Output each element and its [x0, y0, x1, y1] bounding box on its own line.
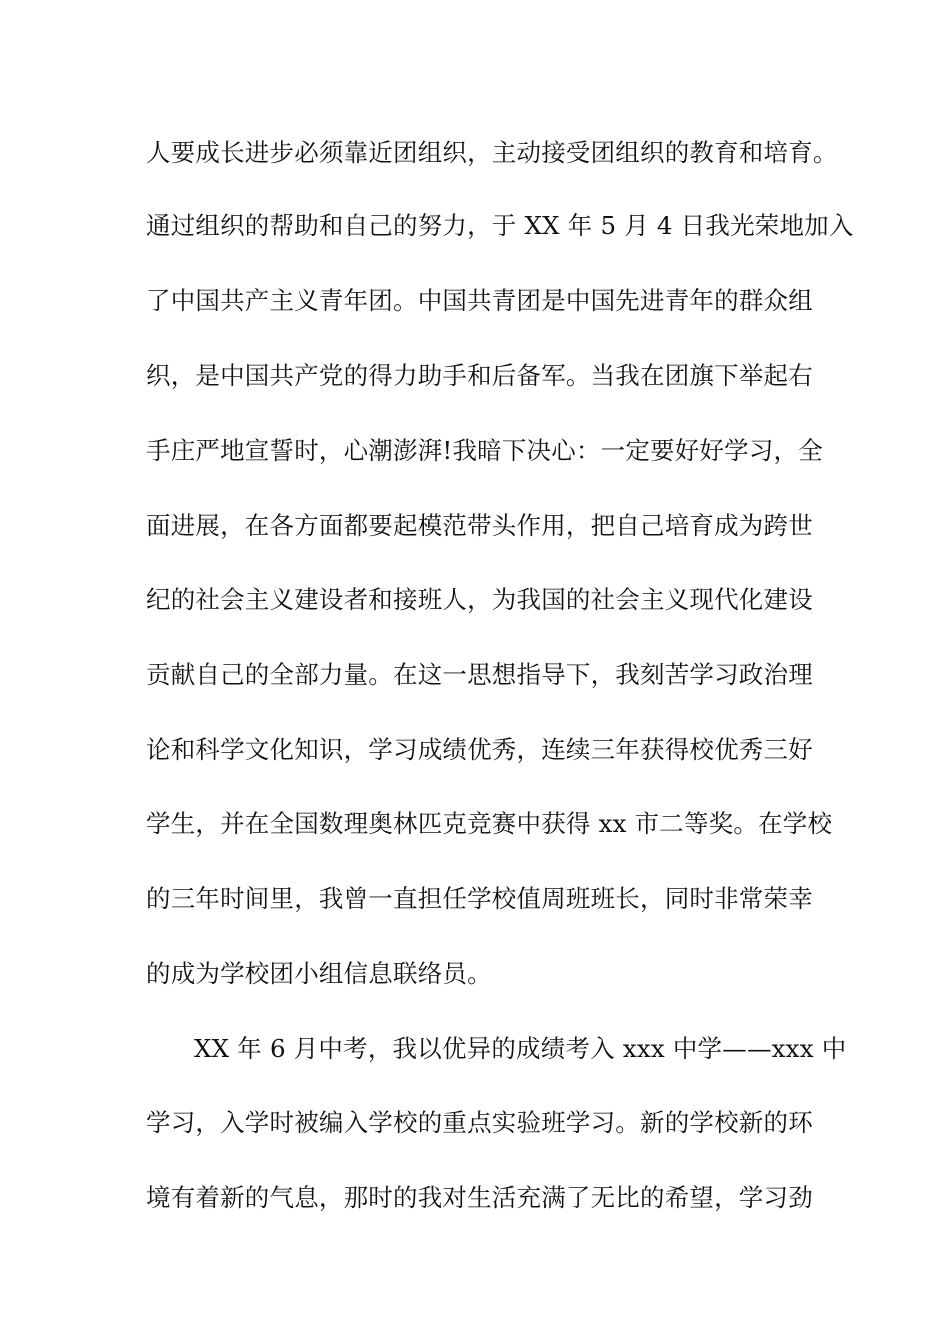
text-line: 人要成长进步必须靠近团组织，主动接受团组织的教育和培育。: [146, 138, 838, 167]
paragraph-first-line: XX 年 6 月中考，我以优异的成绩考入 xxx 中学——xxx 中: [194, 1034, 847, 1063]
text-line: 通过组织的帮助和自己的努力，于 XX 年 5 月 4 日我光荣地加入: [146, 211, 854, 240]
text-line: 学习，入学时被编入学校的重点实验班学习。新的学校新的环: [146, 1108, 813, 1137]
text-line: 论和科学文化知识，学习成绩优秀，连续三年获得校优秀三好: [146, 735, 813, 764]
text-line: 纪的社会主义建设者和接班人，为我国的社会主义现代化建设: [146, 585, 813, 614]
text-line: 境有着新的气息，那时的我对生活充满了无比的希望，学习劲: [146, 1183, 813, 1212]
text-line: 的三年时间里，我曾一直担任学校值周班班长，同时非常荣幸: [146, 884, 813, 913]
text-line: 了中国共产主义青年团。中国共青团是中国先进青年的群众组: [146, 286, 813, 315]
text-line: 手庄严地宣誓时，心潮澎湃!我暗下决心：一定要好好学习，全: [146, 436, 823, 465]
text-line: 织，是中国共产党的得力助手和后备军。当我在团旗下举起右: [146, 361, 813, 390]
text-line: 学生，并在全国数理奥林匹克竞赛中获得 xx 市二等奖。在学校: [146, 809, 833, 838]
text-line: 贡献自己的全部力量。在这一思想指导下，我刻苦学习政治理: [146, 660, 813, 689]
text-line: 面进展，在各方面都要起模范带头作用，把自己培育成为跨世: [146, 511, 813, 540]
text-line: 的成为学校团小组信息联络员。: [146, 959, 492, 988]
